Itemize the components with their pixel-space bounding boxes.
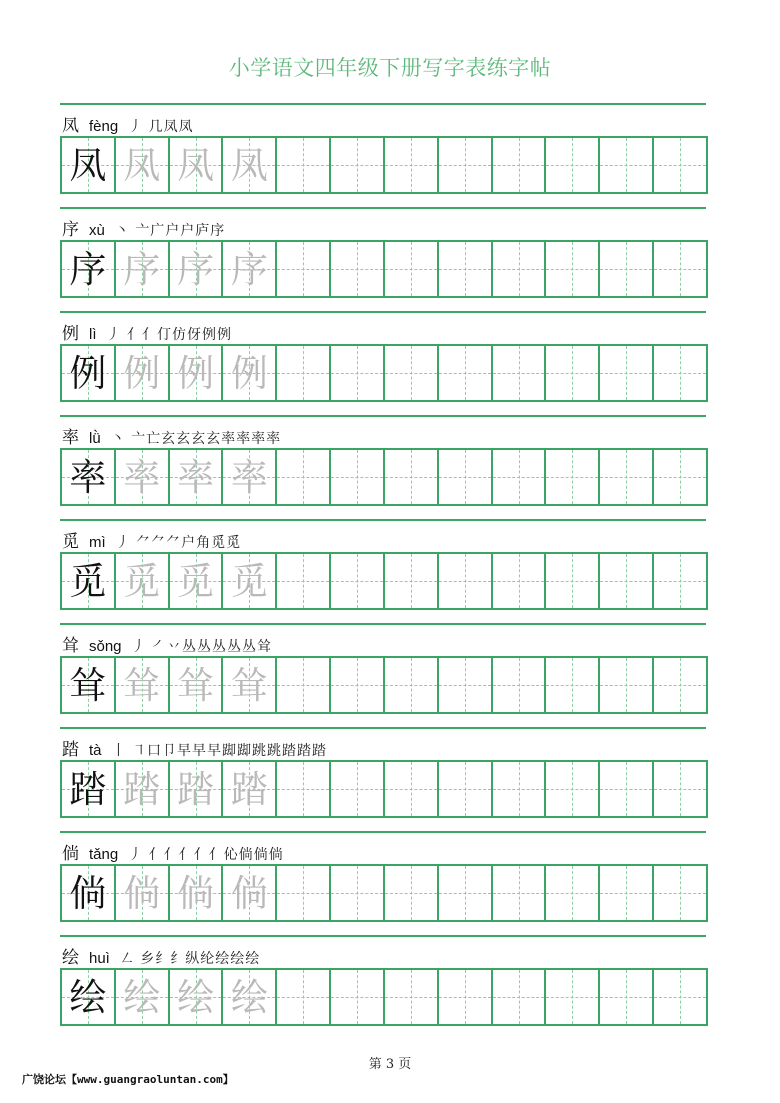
grid-cell[interactable] bbox=[600, 866, 654, 920]
grid-cell[interactable] bbox=[277, 970, 331, 1024]
practice-row bbox=[60, 311, 706, 415]
grid-cell[interactable] bbox=[116, 242, 170, 296]
row-separator bbox=[60, 727, 706, 729]
stroke-order: 丿 ㇒丷丛丛丛丛丛耸 bbox=[131, 639, 272, 655]
grid-cell[interactable] bbox=[439, 762, 493, 816]
writing-grid bbox=[60, 760, 708, 818]
grid-cell[interactable] bbox=[493, 242, 547, 296]
grid-cell[interactable] bbox=[223, 658, 277, 712]
header-character: 绘 bbox=[62, 948, 79, 968]
trace-character: 倘 bbox=[230, 871, 268, 915]
header-character: 率 bbox=[62, 428, 79, 448]
grid-cell[interactable] bbox=[170, 346, 224, 400]
grid-cell[interactable] bbox=[331, 346, 385, 400]
header-character: 耸 bbox=[62, 636, 79, 656]
grid-cell[interactable] bbox=[546, 138, 600, 192]
grid-cell[interactable] bbox=[331, 138, 385, 192]
row-header bbox=[62, 839, 284, 864]
grid-cell[interactable] bbox=[62, 658, 116, 712]
grid-cell[interactable] bbox=[493, 658, 547, 712]
grid-cell[interactable] bbox=[223, 138, 277, 192]
footer-site-text: 广饶论坛【www.guangraoluntan.com】 bbox=[22, 1073, 234, 1086]
grid-cell[interactable] bbox=[62, 762, 116, 816]
row-header bbox=[62, 319, 232, 344]
grid-cell[interactable] bbox=[116, 450, 170, 504]
grid-cell[interactable] bbox=[654, 138, 706, 192]
model-character: 绘 bbox=[69, 975, 107, 1019]
grid-cell[interactable] bbox=[223, 450, 277, 504]
grid-cell[interactable] bbox=[385, 554, 439, 608]
trace-character: 耸 bbox=[177, 663, 215, 707]
grid-cell[interactable] bbox=[493, 762, 547, 816]
model-character: 踏 bbox=[69, 767, 107, 811]
grid-cell[interactable] bbox=[654, 658, 706, 712]
grid-cell[interactable] bbox=[439, 450, 493, 504]
grid-cell[interactable] bbox=[546, 658, 600, 712]
writing-grid bbox=[60, 656, 708, 714]
trace-character: 绘 bbox=[123, 975, 161, 1019]
grid-cell[interactable] bbox=[546, 970, 600, 1024]
grid-cell[interactable] bbox=[331, 866, 385, 920]
grid-cell[interactable] bbox=[331, 658, 385, 712]
practice-row bbox=[60, 207, 706, 311]
header-character: 例 bbox=[62, 324, 79, 344]
practice-row bbox=[60, 727, 706, 831]
trace-character: 觅 bbox=[230, 559, 268, 603]
grid-cell[interactable] bbox=[654, 762, 706, 816]
writing-grid bbox=[60, 864, 708, 922]
stroke-order: 丨 ㇕口卩早早早踋踋跳跳踏踏踏 bbox=[111, 743, 327, 759]
grid-cell[interactable] bbox=[331, 450, 385, 504]
grid-cell[interactable] bbox=[385, 866, 439, 920]
model-character: 凤 bbox=[69, 143, 107, 187]
grid-cell[interactable] bbox=[385, 138, 439, 192]
practice-row bbox=[60, 103, 706, 207]
pinyin: mì bbox=[89, 534, 106, 551]
grid-cell[interactable] bbox=[277, 242, 331, 296]
trace-character: 踏 bbox=[123, 767, 161, 811]
trace-character: 率 bbox=[123, 455, 161, 499]
trace-character: 例 bbox=[177, 351, 215, 395]
grid-cell[interactable] bbox=[600, 554, 654, 608]
pinyin: fèng bbox=[89, 118, 119, 135]
grid-cell[interactable] bbox=[170, 866, 224, 920]
grid-cell[interactable] bbox=[116, 866, 170, 920]
grid-cell[interactable] bbox=[493, 450, 547, 504]
grid-cell[interactable] bbox=[546, 762, 600, 816]
grid-cell[interactable] bbox=[439, 242, 493, 296]
pinyin: tà bbox=[89, 742, 102, 759]
grid-cell[interactable] bbox=[116, 658, 170, 712]
trace-character: 例 bbox=[230, 351, 268, 395]
grid-cell[interactable] bbox=[277, 658, 331, 712]
grid-cell[interactable] bbox=[223, 346, 277, 400]
row-separator bbox=[60, 415, 706, 417]
header-character: 凤 bbox=[62, 116, 79, 136]
grid-cell[interactable] bbox=[331, 970, 385, 1024]
row-separator bbox=[60, 623, 706, 625]
row-separator bbox=[60, 311, 706, 313]
grid-cell[interactable] bbox=[654, 866, 706, 920]
trace-character: 例 bbox=[123, 351, 161, 395]
grid-cell[interactable] bbox=[600, 242, 654, 296]
grid-cell[interactable] bbox=[439, 554, 493, 608]
trace-character: 觅 bbox=[177, 559, 215, 603]
practice-row bbox=[60, 935, 706, 1039]
grid-cell[interactable] bbox=[170, 138, 224, 192]
grid-cell[interactable] bbox=[654, 554, 706, 608]
row-header bbox=[62, 527, 242, 552]
model-character: 倘 bbox=[69, 871, 107, 915]
trace-character: 踏 bbox=[177, 767, 215, 811]
pinyin: tǎng bbox=[89, 846, 119, 863]
grid-cell[interactable] bbox=[62, 970, 116, 1024]
grid-cell[interactable] bbox=[654, 242, 706, 296]
page-title: 小学语文四年级下册写字表练字帖 bbox=[228, 56, 552, 80]
writing-grid bbox=[60, 240, 708, 298]
grid-cell[interactable] bbox=[654, 450, 706, 504]
grid-cell[interactable] bbox=[439, 138, 493, 192]
trace-character: 倘 bbox=[177, 871, 215, 915]
grid-cell[interactable] bbox=[385, 970, 439, 1024]
grid-cell[interactable] bbox=[600, 762, 654, 816]
grid-cell[interactable] bbox=[546, 346, 600, 400]
grid-cell[interactable] bbox=[62, 346, 116, 400]
stroke-order: 丿 几凤凤 bbox=[128, 119, 194, 135]
row-header bbox=[62, 423, 282, 448]
grid-cell[interactable] bbox=[493, 346, 547, 400]
grid-cell[interactable] bbox=[654, 970, 706, 1024]
row-separator bbox=[60, 935, 706, 937]
grid-cell[interactable] bbox=[116, 554, 170, 608]
header-character: 倘 bbox=[62, 844, 79, 864]
writing-grid bbox=[60, 448, 708, 506]
grid-cell[interactable] bbox=[654, 346, 706, 400]
grid-cell[interactable] bbox=[600, 658, 654, 712]
page-number: 第 3 页 bbox=[368, 1057, 412, 1072]
model-character: 觅 bbox=[69, 559, 107, 603]
header-character: 序 bbox=[62, 220, 79, 240]
grid-cell[interactable] bbox=[223, 242, 277, 296]
stroke-order: ㇜ 乡纟纟纵纶绘绘绘 bbox=[119, 951, 261, 967]
grid-cell[interactable] bbox=[62, 450, 116, 504]
grid-cell[interactable] bbox=[116, 970, 170, 1024]
grid-cell[interactable] bbox=[439, 658, 493, 712]
pinyin: xù bbox=[89, 222, 105, 239]
row-header bbox=[62, 735, 327, 760]
grid-cell[interactable] bbox=[331, 554, 385, 608]
stroke-order: 丿 亻亻仃仿伢例例 bbox=[106, 327, 232, 343]
grid-cell[interactable] bbox=[223, 866, 277, 920]
grid-cell[interactable] bbox=[223, 762, 277, 816]
grid-cell[interactable] bbox=[277, 450, 331, 504]
trace-character: 序 bbox=[177, 247, 215, 291]
trace-character: 凤 bbox=[123, 143, 161, 187]
row-header bbox=[62, 111, 194, 136]
trace-character: 凤 bbox=[177, 143, 215, 187]
stroke-order: 丿 ⺈⺈⺈户角觅觅 bbox=[115, 535, 242, 551]
trace-character: 凤 bbox=[230, 143, 268, 187]
trace-character: 绘 bbox=[230, 975, 268, 1019]
header-character: 觅 bbox=[62, 532, 79, 552]
trace-character: 倘 bbox=[123, 871, 161, 915]
trace-character: 耸 bbox=[230, 663, 268, 707]
grid-cell[interactable] bbox=[170, 554, 224, 608]
trace-character: 序 bbox=[123, 247, 161, 291]
row-header bbox=[62, 631, 272, 656]
row-header bbox=[62, 215, 226, 240]
row-separator bbox=[60, 519, 706, 521]
grid-cell[interactable] bbox=[116, 762, 170, 816]
row-separator bbox=[60, 103, 706, 105]
writing-grid bbox=[60, 344, 708, 402]
grid-cell[interactable] bbox=[62, 242, 116, 296]
grid-cell[interactable] bbox=[493, 138, 547, 192]
pinyin: lǜ bbox=[89, 430, 101, 447]
grid-cell[interactable] bbox=[223, 970, 277, 1024]
grid-cell[interactable] bbox=[277, 554, 331, 608]
grid-cell[interactable] bbox=[439, 346, 493, 400]
trace-character: 耸 bbox=[123, 663, 161, 707]
writing-grid bbox=[60, 552, 708, 610]
grid-cell[interactable] bbox=[277, 762, 331, 816]
grid-cell[interactable] bbox=[170, 242, 224, 296]
grid-cell[interactable] bbox=[277, 138, 331, 192]
grid-cell[interactable] bbox=[331, 762, 385, 816]
grid-cell[interactable] bbox=[546, 242, 600, 296]
grid-cell[interactable] bbox=[493, 554, 547, 608]
row-header bbox=[62, 943, 261, 968]
row-separator bbox=[60, 831, 706, 833]
model-character: 耸 bbox=[69, 663, 107, 707]
grid-cell[interactable] bbox=[493, 866, 547, 920]
grid-cell[interactable] bbox=[223, 554, 277, 608]
practice-row bbox=[60, 519, 706, 623]
grid-cell[interactable] bbox=[546, 866, 600, 920]
grid-cell[interactable] bbox=[385, 762, 439, 816]
grid-cell[interactable] bbox=[600, 346, 654, 400]
grid-cell[interactable] bbox=[62, 138, 116, 192]
pinyin: lì bbox=[89, 326, 97, 343]
model-character: 率 bbox=[69, 455, 107, 499]
grid-cell[interactable] bbox=[600, 450, 654, 504]
grid-cell[interactable] bbox=[170, 762, 224, 816]
grid-cell[interactable] bbox=[170, 970, 224, 1024]
writing-grid bbox=[60, 968, 708, 1026]
trace-character: 序 bbox=[230, 247, 268, 291]
practice-row bbox=[60, 623, 706, 727]
grid-cell[interactable] bbox=[277, 346, 331, 400]
grid-cell[interactable] bbox=[116, 346, 170, 400]
grid-cell[interactable] bbox=[385, 658, 439, 712]
grid-cell[interactable] bbox=[385, 346, 439, 400]
grid-cell[interactable] bbox=[170, 450, 224, 504]
pinyin: huì bbox=[89, 950, 110, 967]
grid-cell[interactable] bbox=[116, 138, 170, 192]
grid-cell[interactable] bbox=[62, 554, 116, 608]
trace-character: 踏 bbox=[230, 767, 268, 811]
practice-row bbox=[60, 831, 706, 935]
grid-cell[interactable] bbox=[331, 242, 385, 296]
grid-cell[interactable] bbox=[546, 450, 600, 504]
practice-row bbox=[60, 415, 706, 519]
trace-character: 绘 bbox=[177, 975, 215, 1019]
grid-cell[interactable] bbox=[493, 970, 547, 1024]
grid-cell[interactable] bbox=[170, 658, 224, 712]
stroke-order: 丿 亻亻亻亻亻伈倘倘倘 bbox=[128, 847, 284, 863]
trace-character: 觅 bbox=[123, 559, 161, 603]
row-separator bbox=[60, 207, 706, 209]
grid-cell[interactable] bbox=[439, 970, 493, 1024]
pinyin: sǒng bbox=[89, 638, 122, 655]
grid-cell[interactable] bbox=[600, 138, 654, 192]
grid-cell[interactable] bbox=[277, 866, 331, 920]
trace-character: 率 bbox=[230, 455, 268, 499]
grid-cell[interactable] bbox=[62, 866, 116, 920]
model-character: 序 bbox=[69, 247, 107, 291]
trace-character: 率 bbox=[177, 455, 215, 499]
writing-grid bbox=[60, 136, 708, 194]
stroke-order: 丶 亠亡玄玄玄玄率率率率 bbox=[110, 431, 282, 447]
grid-cell[interactable] bbox=[385, 450, 439, 504]
grid-cell[interactable] bbox=[600, 970, 654, 1024]
grid-cell[interactable] bbox=[385, 242, 439, 296]
grid-cell[interactable] bbox=[546, 554, 600, 608]
model-character: 例 bbox=[69, 351, 107, 395]
header-character: 踏 bbox=[62, 740, 79, 760]
grid-cell[interactable] bbox=[439, 866, 493, 920]
stroke-order: 丶 亠广户户庐序 bbox=[114, 223, 226, 239]
